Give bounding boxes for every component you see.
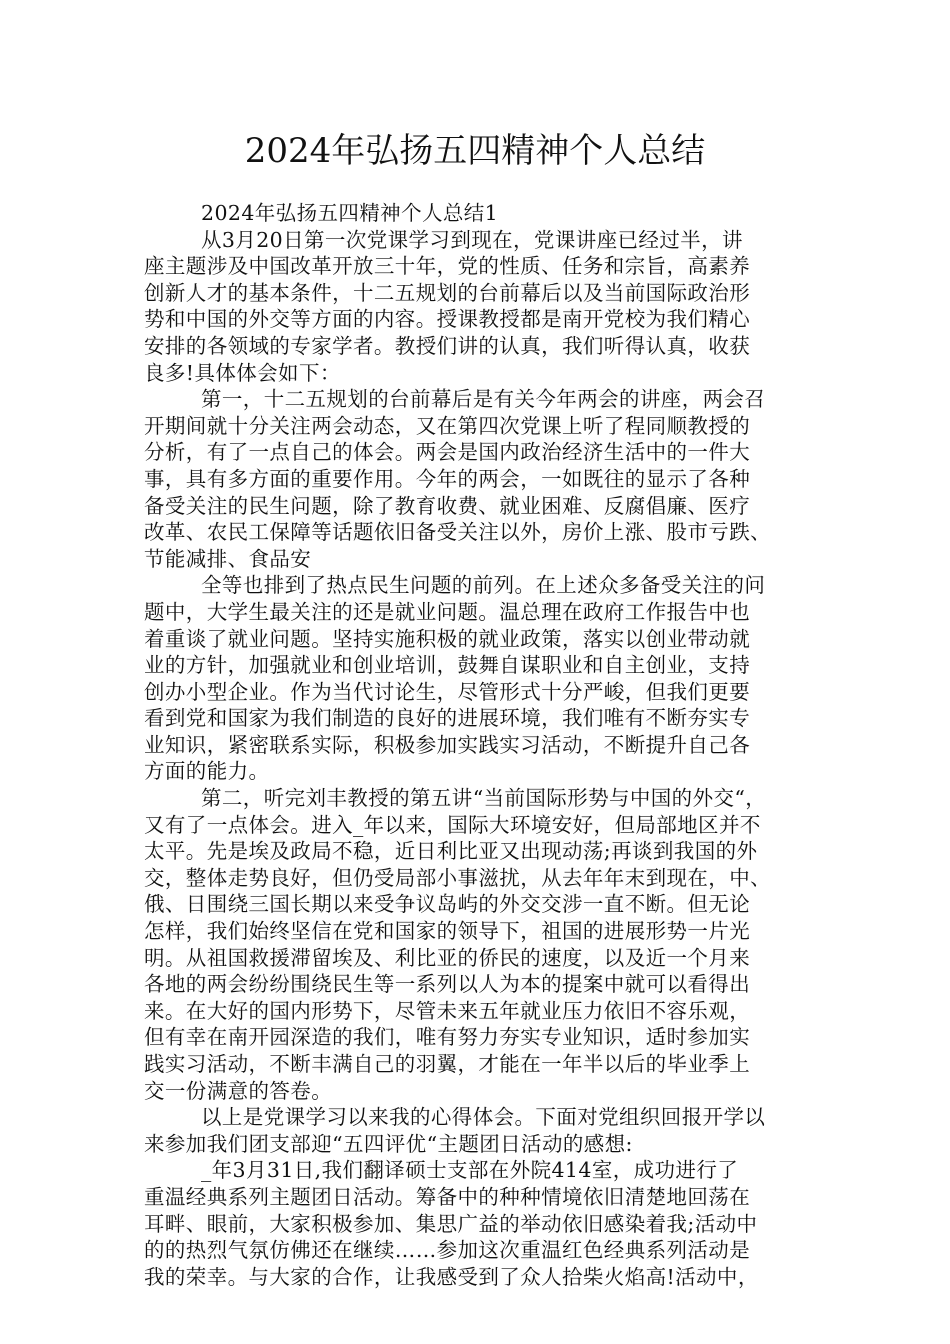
document-line: 怎样，我们始终坚信在党和国家的领导下，祖国的进展形势一片光 bbox=[144, 919, 751, 944]
document-line: 良多!具体体会如下： bbox=[144, 360, 341, 385]
document-line: _年3月31日,我们翻译硕士支部在外院414室，成功进行了 bbox=[201, 1158, 739, 1183]
document-line: 全等也排到了热点民生问题的前列。在上述众多备受关注的问 bbox=[201, 573, 766, 598]
document-line: 但有幸在南开园深造的我们，唯有努力夯实专业知识，适时参加实 bbox=[144, 1025, 751, 1050]
document-line: 事，具有多方面的重要作用。今年的两会，一如既往的显示了各种 bbox=[144, 466, 751, 491]
document-line: 业的方针，加强就业和创业培训，鼓舞自谋职业和自主创业，支持 bbox=[144, 653, 751, 678]
document-line: 开期间就十分关注两会动态，又在第四次党课上听了程同顺教授的 bbox=[144, 413, 751, 438]
document-line: 践实习活动，不断丰满自己的羽翼，才能在一年半以后的毕业季上 bbox=[144, 1052, 751, 1076]
document-line: 来参加我们团支部迎“五四评优“主题团日活动的感想: bbox=[144, 1131, 633, 1156]
document-line: 耳畔、眼前，大家积极参加、集思广益的举动依旧感染着我;活动中 bbox=[144, 1211, 758, 1236]
document-line: 方面的能力。 bbox=[144, 759, 270, 784]
document-line: 创办小型企业。作为当代讨论生，尽管形式十分严峻，但我们更要 bbox=[144, 679, 751, 704]
document-line: 交，整体走势良好，但仍受局部小事滋扰，从去年年末到现在，中、 bbox=[144, 865, 771, 890]
document-line: 俄、日围绕三国长期以来受争议岛屿的外交交涉一直不断。但无论 bbox=[144, 892, 751, 917]
document-body bbox=[144, 200, 824, 1290]
document-line: 又有了一点体会。进入_年以来，国际大环境安好，但局部地区并不 bbox=[144, 812, 761, 837]
document-line: 各地的两会纷纷围绕民生等一系列以人为本的提案中就可以看得出 bbox=[144, 972, 751, 997]
document-title: 2024年弘扬五四精神个人总结 bbox=[244, 131, 706, 171]
document-line: 题中，大学生最关注的还是就业问题。温总理在政府工作报告中也 bbox=[144, 599, 751, 624]
document-line: 业知识，紧密联系实际，积极参加实践实习活动，不断提升自己各 bbox=[144, 732, 751, 757]
document-line: 第二，听完刘丰教授的第五讲“当前国际形势与中国的外交“， bbox=[201, 786, 767, 811]
document-line: 第一，十二五规划的台前幕后是有关今年两会的讲座，两会召 bbox=[201, 387, 766, 412]
document-line: 座主题涉及中国改革开放三十年，党的性质、任务和宗旨，高素养 bbox=[144, 254, 751, 279]
document-line: 来。在大好的国内形势下，尽管未来五年就业压力依旧不容乐观， bbox=[144, 998, 751, 1023]
document-line: 的的热烈气氛仿佛还在继续……参加这次重温红色经典系列活动是 bbox=[144, 1238, 751, 1263]
document-line: 交一份满意的答卷。 bbox=[144, 1078, 333, 1103]
document-line: 明。从祖国救援滞留埃及、利比亚的侨民的速度，以及近一个月来 bbox=[144, 945, 751, 970]
document-line: 从3月20日第一次党课学习到现在，党课讲座已经过半，讲 bbox=[201, 227, 743, 252]
document-line: 分析，有了一点自己的体会。两会是国内政治经济生活中的一件大 bbox=[144, 440, 751, 465]
document-line: 重温经典系列主题团日活动。筹备中的种种情境依旧清楚地回荡在 bbox=[144, 1184, 751, 1209]
document-line: 以上是党课学习以来我的心得体会。下面对党组织回报开学以 bbox=[201, 1105, 766, 1130]
document-line: 2024年弘扬五四精神个人总结1 bbox=[201, 201, 499, 225]
document-line: 节能减排、食品安 bbox=[144, 546, 312, 571]
document-line: 改革、农民工保障等话题依旧备受关注以外，房价上涨、股市亏跌、 bbox=[144, 520, 771, 545]
document-line: 备受关注的民生问题，除了教育收费、就业困难、反腐倡廉、医疗 bbox=[144, 493, 751, 518]
document-line: 着重谈了就业问题。坚持实施积极的就业政策，落实以创业带动就 bbox=[144, 626, 751, 651]
document-line: 看到党和国家为我们制造的良好的进展环境，我们唯有不断夯实专 bbox=[144, 706, 751, 731]
document-line: 太平。先是埃及政局不稳，近日利比亚又出现动荡;再谈到我国的外 bbox=[144, 839, 758, 864]
document-line: 创新人才的基本条件，十二五规划的台前幕后以及当前国际政治形 bbox=[144, 280, 751, 305]
document-line: 安排的各领域的专家学者。教授们讲的认真，我们听得认真，收获 bbox=[144, 333, 751, 358]
document-line: 势和中国的外交等方面的内容。授课教授都是南开党校为我们精心 bbox=[144, 307, 751, 332]
document-line: 我的荣幸。与大家的合作，让我感受到了众人拾柴火焰高!活动中， bbox=[144, 1264, 759, 1289]
